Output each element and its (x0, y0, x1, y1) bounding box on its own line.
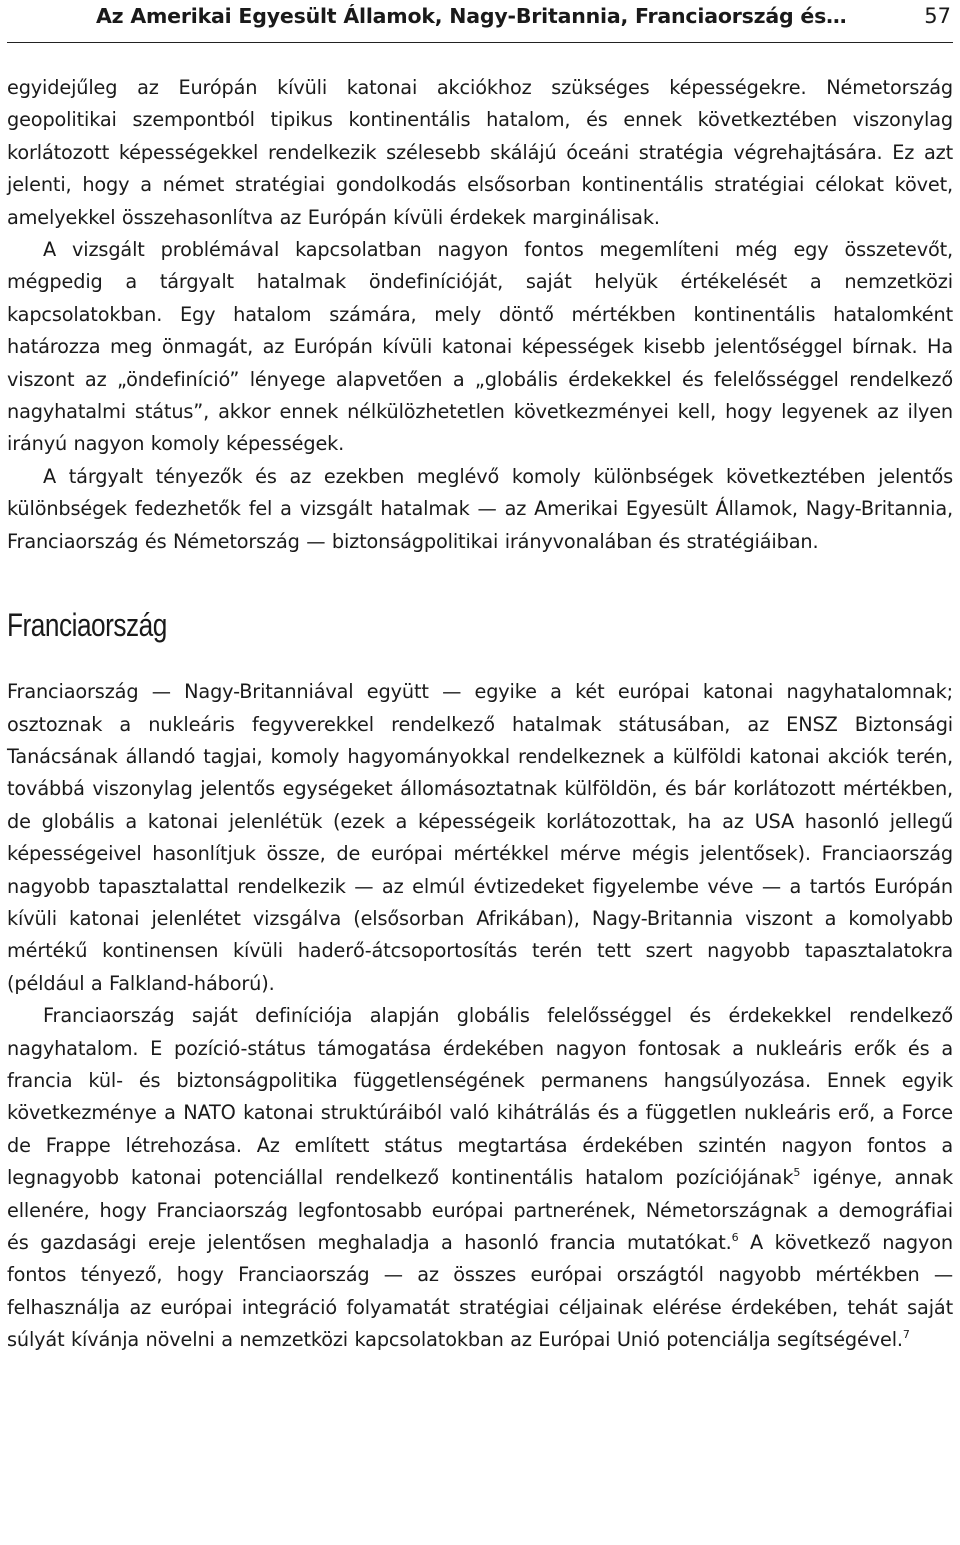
paragraph-intro-3: A tárgyalt tényezők és az ezekben meglévő komoly különbségek következtében jelentős különbségek fedezhetők fel a vizsgált hatalmak — az Amerikai Egyesült Államok, Nagy-Britannia, Franciaország és Németország — biztonságpolitikai irányvonalában és stratégiáiban. (7, 464, 953, 553)
paragraph-france-2-part-3: A következő nagyon fontos tényező, hogy Franciaország — az összes európai országtól nagyobb mértékben — felhasználja az európai integráció folyamatát stratégiai céljainak elérése érdekében, tehát saját súlyát kívánja növelni a nemzetközi kapcsolatokban az Európai Unió potenciálja segítségével. (7, 1231, 954, 1352)
document-page (7, 0, 953, 1357)
paragraph-intro-1: egyidejűleg az Európán kívüli katonai akciókhoz szükséges képességekre. Németország geopolitikai szempontból tipikus kontinentális hatalom, és ennek következtében viszonylag korlátozott képességekkel rendelkezik szélesebb skálájú óceáni stratégia végrehajtására. Ez azt jelenti, hogy a német stratégiai gondolkodás elsősorban kontinentális stratégiai célokat követ, amelyekkel összehasonlítva az Európán kívüli érdekek marginálisak. (7, 76, 953, 229)
paragraph-france-1: Franciaország — Nagy-Britanniával együtt — egyike a két európai katonai nagyhatalomnak; osztoznak a nukleáris fegyverekkel rendelkező hatalmak státusában, az ENSZ Biztonsági Tanácsának állandó tagjai, komoly hagyományokkal rendelkeznek a külföldi katonai akciók terén, továbbá viszonylag jelentős egységeket állomásoztatnak külföldön, és bár korlátozott mértékben, de globális a katonai jelenlétük (ezek a képességeik korlátozottak, ha az USA hasonló jellegű képességeivel hasonlítjuk össze, de európai mértékkel mérve mégis jelentősek). Franciaország nagyobb tapasztalattal rendelkezik — az elmúl évtizedeket figyelembe véve — a tartós Európán kívüli katonai jelenlétet vizsgálva (elsősorban Afrikában), Nagy-Britannia viszont a komolyabb mértékű kontinensen kívüli haderő-átcsoportosítás terén tett szert nagyobb tapasztalatokra (például a Falkland-háború). (7, 680, 953, 995)
running-header (7, 0, 953, 43)
footnote-ref-6[interactable]: 6 (731, 1231, 739, 1244)
footnote-ref-5[interactable]: 5 (793, 1166, 801, 1180)
running-title: Az Amerikai Egyesült Államok, Nagy-Britannia, Franciaország és… (96, 4, 847, 28)
body-text (7, 72, 953, 1357)
paragraph-france-2-part-2: igénye, annak ellenére, hogy Franciaország legfontosabb európai partnerének, Németországnak a demográfiai és gazdasági ereje jelentősen meghaladja a hasonló francia mutatókat. (7, 1166, 953, 1254)
paragraph-france-2 (7, 1000, 953, 1356)
paragraph-intro-2: A vizsgált problémával kapcsolatban nagyon fontos megemlíteni még egy összetevőt, mégpedig a tárgyalt hatalmak öndefinícióját, saját helyük értékelését a nemzetközi kapcsolatokban. Egy hatalom számára, mely döntő mértékben kontinentális hatalomként határozza meg önmagát, az Európán kívüli katonai képességek kisebb jelentőséggel bírnak. Ha viszont az „öndefiníció” lényege alapvetően a „globális érdekekkel és felelősséggel rendelkező nagyhatalmi státus”, akkor ennek nélkülözhetetlen következményei kell, hogy legyenek az ilyen irányú nagyon komoly képességek. (7, 238, 953, 456)
section-heading: Franciaország (7, 607, 167, 644)
footnote-ref-7[interactable]: 7 (902, 1328, 910, 1342)
paragraph-france-2-part-1: Franciaország saját definíciója alapján globális felelősséggel és érdekekkel rendelkező nagyhatalom. E pozíció-státus támogatása érdekében nagyon fontosak a nukleáris erők és a francia kül- és biztonságpolitika függetlenségének permanens hangsúlyozása. Ennek egyik következménye a NATO katonai struktúráiból való kihátrálás és a független nukleáris erő, a Force de Frappe létrehozása. Az említett státus megtartása érdekében szintén nagyon fontos a legnagyobb katonai potenciállal rendelkező kontinentális hatalom pozíciójának (7, 1004, 953, 1190)
page-number: 57 (924, 4, 951, 28)
